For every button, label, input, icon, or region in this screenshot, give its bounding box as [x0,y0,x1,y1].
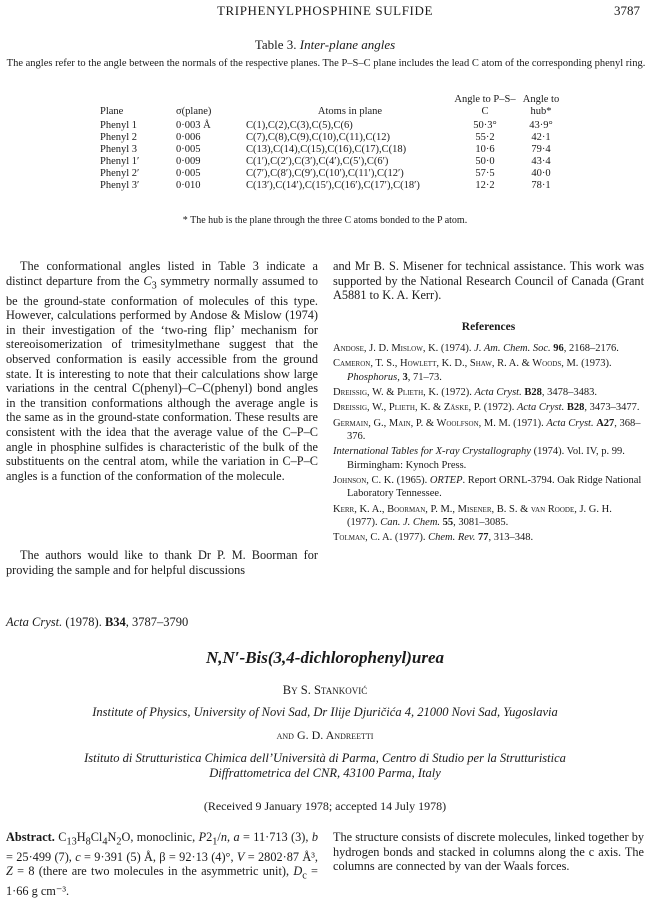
cell-plane: Phenyl 2 [100,132,138,143]
cell-angle-psc: 57·5 [475,168,495,179]
reference-item: Andose, J. D. Mislow, K. (1974). J. Am. Chem. Soc. 96, 2168–2176. [333,343,619,354]
cell-atoms: C(7),C(8),C(9),C(10),C(11),C(12) [246,132,390,143]
references-heading: References [461,321,516,333]
abstract-label: Abstract. [6,830,55,844]
cell-angle-hub: 40·0 [531,168,551,179]
cell-sigma: 0·005 [176,168,201,179]
affiliation-1: Institute of Physics, University of Novi Sad, Dr Ilije Djuričića 4, 21000 Novi Sad, Yugoslavia [92,705,558,719]
table-row [88,168,566,180]
col-header-plane: Plane [100,106,124,117]
received-dates: (Received 9 January 1978; accepted 14 July 1978) [203,799,447,813]
cell-angle-psc: 55·2 [475,132,495,143]
page-number: 3787 [614,3,640,18]
byline-author-1: By S. Stanković [282,683,368,697]
cell-angle-hub: 79·4 [531,144,551,155]
cell-sigma: 0·005 [176,144,201,155]
table-row [88,120,566,132]
cell-atoms: C(1′),C(2′),C(3′),C(4′),C(5′),C(6′) [246,156,389,167]
inter-plane-angles-table [88,94,566,192]
abstract-left: Abstract. $C_{13}H_8Cl_4N_2O$, monoclinic, $P2_1/n$, a = 11·713 (3), b = 25·499 (7), c = 9·391 (5) Å, β = 92·13 (4)°, V = 2802·87 Å³, Z = 8 (there are two molecules in the asymmetric unit), $D_c = 1\cdot 66$ g cm⁻³. [6,830,319,899]
cell-atoms: C(13′),C(14′),C(15′),C(16′),C(17′),C(18′) [246,180,420,191]
reference-item: Dreissig, W., Plieth, K. & Zäske, P. (1972). Acta Cryst. B28, 3473–3477. [333,402,640,414]
running-header-title: TRIPHENYLPHOSPHINE SULFIDE [216,3,434,18]
cell-atoms: C(7′),C(8′),C(9′),C(10′),C(11′),C(12′) [246,168,404,179]
cell-angle-hub: 78·1 [531,180,551,191]
cell-angle-psc: 50·0 [475,156,495,167]
table-caption: The angles refer to the angle between the normals of the respective planes. The P–S–C plane includes the lead C atom of the corresponding phenyl ring. [6,58,646,69]
reference-item: International Tables for X-ray Crystallography (1974). Vol. IV, p. 99. Birmingham: Kynoch Press. [333,446,625,471]
col-header-angle-hub: Angle to hub* [522,94,560,117]
col-header-sigma: σ(plane) [176,106,212,117]
references-list [333,342,644,547]
cell-angle-psc: 50·3° [473,120,497,131]
cell-angle-psc: 12·2 [475,180,495,191]
cell-angle-hub: 43·9° [529,120,553,131]
cell-angle-psc: 10·6 [475,144,495,155]
cell-angle-hub: 43·4 [531,156,551,167]
reference-item: Cameron, T. S., Howlett, K. D., Shaw, R. A. & Woods, M. (1973). Phosphorus, 3, 71–73. [333,358,612,383]
col-header-atoms: Atoms in plane [317,106,383,117]
cell-plane: Phenyl 2′ [100,168,140,179]
author-2-name: G. D. Andreetti [296,728,374,742]
body-paragraph-2: The authors would like to thank Dr P. M. Boorman for providing the sample and for helpful discussions [6,548,318,577]
cell-plane: Phenyl 3 [100,144,138,155]
reference-item: Johnson, C. K. (1965). ORTEP. Report ORNL-3794. Oak Ridge National Laboratory Tennessee. [333,474,642,500]
affiliation-2: Istituto di Strutturistica Chimica dell’Università di Parma, Centro di Studio per la Strutturistica Diffrattometrica del CNR, 43100 Parma, Italy [84,751,566,780]
author-1-name: S. Stanković [300,683,368,697]
table-row [88,144,566,156]
table-row [88,156,566,168]
cell-atoms: C(1),C(2),C(3),C(5),C(6) [246,120,353,131]
cell-sigma: 0·010 [176,180,201,191]
byline-author-2: and G. D. Andreetti [276,728,374,742]
article-title: N,N′-Bis(3,4-dichlorophenyl)urea [205,648,445,667]
cell-sigma: 0·003 Å [176,120,211,131]
reference-item: Kerr, K. A., Boorman, P. M., Misener, B. S. & van Roode, J. G. H. (1977). Can. J. Chem. 55, 3081–3085. [333,503,612,528]
acknowledgement: and Mr B. S. Misener for technical assistance. This work was supported by the National Research Council of Canada (Grant A5881 to K. A. Kerr). [333,259,644,303]
cell-plane: Phenyl 1 [100,120,138,131]
reference-item: Dreissig, W. & Plieth, K. (1972). Acta Cryst. B28, 3478–3483. [333,386,597,398]
cell-angle-hub: 42·1 [531,132,551,143]
col-header-angle-psc: Angle to P–S–C [454,94,516,117]
abstract-right: The structure consists of discrete molecules, linked together by hydrogen bonds and stacked in columns along the c axis. The columns are connected by van der Waals forces. [333,830,644,873]
table-row [88,180,566,192]
cell-plane: Phenyl 3′ [100,180,140,191]
cell-sigma: 0·009 [176,156,201,167]
reference-item: Germain, G., Main, P. & Woolfson, M. M. (1971). Acta Cryst. A27, 368–376. [333,417,641,442]
cell-atoms: C(13),C(14),C(15),C(16),C(17),C(18) [246,144,407,155]
table-footnote: * The hub is the plane through the three C atoms bonded to the P atom. [182,215,468,226]
table-number: Table 3. [254,37,297,52]
cell-sigma: 0·006 [176,132,201,143]
table-header-row [88,94,566,120]
body-paragraph-1: The conformational angles listed in Table 3 indicate a distinct departure from the $C_3$ symmetry normally assumed to be the ground-state conformation of molecules of this type. However, calculations performed by Andose & Mislow (1974) in their investigation of the ‘two-ring flip’ mechanism for stereoisomerization of trimesitylmethane suggest that the observed conformation is easily accessible from the ground state. It is interesting to note that their calculations show large variations in the central C(phenyl)–C–C(phenyl) bond angles in the transition conformations although the average angle is the same as in the ground-state conformation. These results are consistent with the idea that the average value of the C–P–C angle in phosphine sulfides is characteristic of the bulk of the substituents on the central atom, while the variation in C–P–C angles is a function of the conformation of the molecule. [6,259,318,483]
journal-citation: Acta Cryst. (1978). B34, 3787–3790 [6,615,189,629]
reference-item: Tolman, C. A. (1977). Chem. Rev. 77, 313–348. [333,532,534,544]
table-row [88,132,566,144]
table-title [0,37,650,53]
table-title-text: Inter-plane angles [299,37,396,52]
cell-plane: Phenyl 1′ [100,156,140,167]
